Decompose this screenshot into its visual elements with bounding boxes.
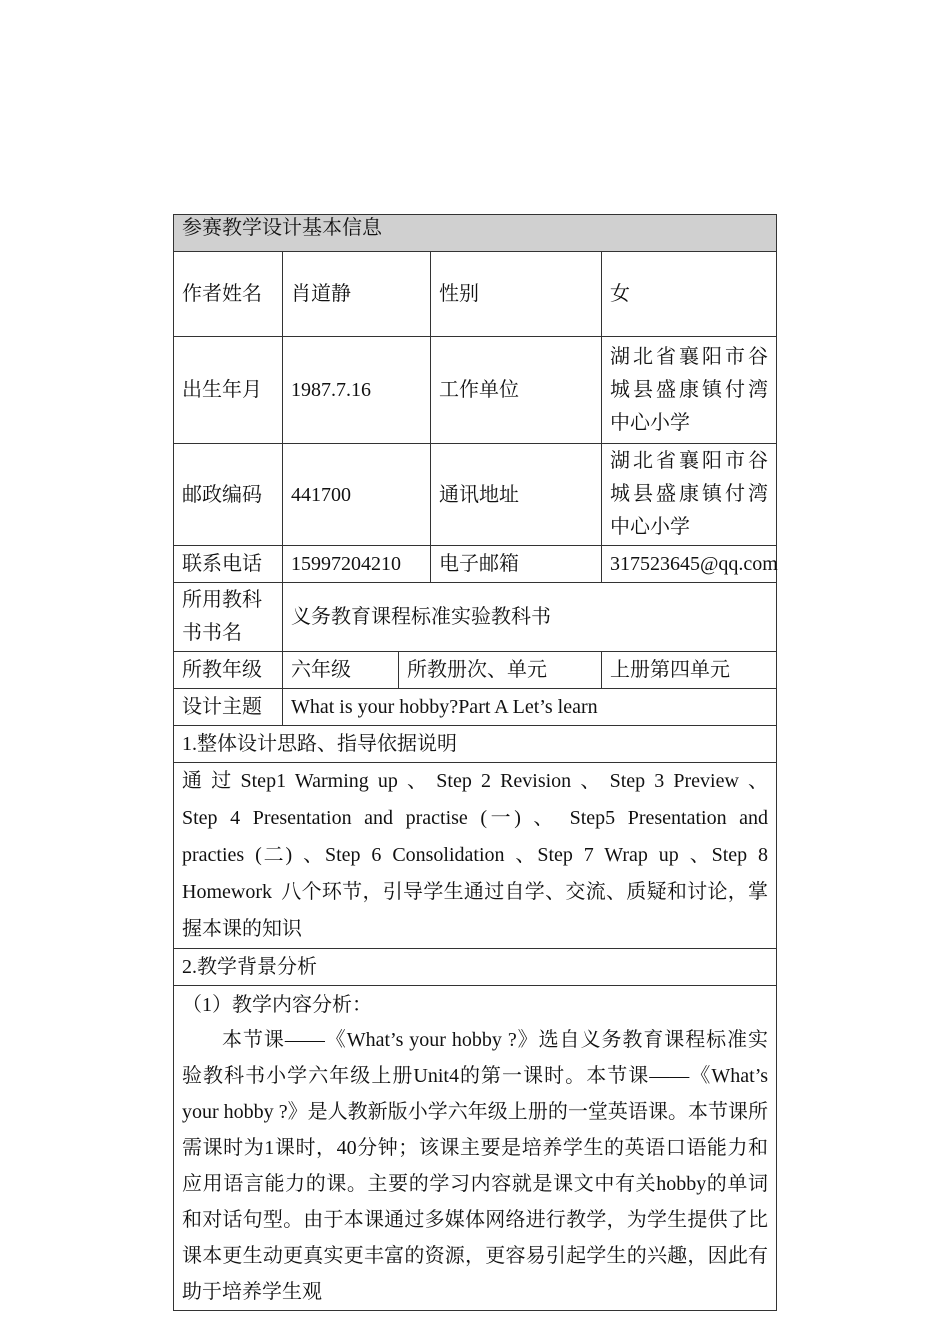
gender-label: 性别 [431,252,602,337]
birth-value: 1987.7.16 [283,337,431,444]
address-label: 通讯地址 [431,444,602,546]
zip-value: 441700 [283,444,431,546]
topic-label: 设计主题 [174,689,283,726]
birth-label: 出生年月 [174,337,283,444]
section2-title: 2.教学背景分析 [174,949,777,986]
grade-label: 所教年级 [174,652,283,689]
book-value: 义务教育课程标准实验教科书 [283,583,777,652]
phone-value: 15997204210 [283,546,431,583]
section1-title: 1.整体设计思路、指导依据说明 [174,726,777,763]
work-label: 工作单位 [431,337,602,444]
volume-label: 所教册次、单元 [399,652,602,689]
address-value: 湖北省襄阳市谷城县盛康镇付湾中心小学 [602,444,777,546]
teaching-design-form [173,214,776,1311]
author-label: 作者姓名 [174,252,283,337]
gender-value: 女 [602,252,777,337]
section2-content [174,986,777,1311]
grade-value: 六年级 [283,652,399,689]
section2-subtitle: （1）教学内容分析： [182,994,372,1016]
phone-label: 联系电话 [174,546,283,583]
section1-body: 通 过 Step1 Warming up 、 Step 2 Revision 、 Step 3 Preview 、 Step 4 Presentation and practise (一) 、 Step5 Presentation and practies (二) 、Step 6 Consolidation 、Step 7 Wrap up 、Step 8 Homework 八个环节，引导学生通过自学、交流、质疑和讨论，掌握本课的知识 [174,763,777,949]
topic-value: What is your hobby?Part A Let’s learn [283,689,777,726]
volume-value: 上册第四单元 [602,652,777,689]
email-label: 电子邮箱 [431,546,602,583]
book-label: 所用教科书书名 [174,583,283,652]
table-header: 参赛教学设计基本信息 [174,215,777,252]
info-table [173,214,777,1311]
section2-body: 本节课——《What’s your hobby ?》选自义务教育课程标准实验教科书小学六年级上册Unit4的第一课时。本节课——《What’s your hobby ?》是人教新版小学六年级上册的一堂英语课。本节课所需课时为1课时，40分钟；该课主要是培养学生的英语口语能力和应用语言能力的课。主要的学习内容就是课文中有关hobby的单词和对话句型。由于本课通过多媒体网络进行教学，为学生提供了比课本更生动更真实更丰富的资源，更容易引起学生的兴趣，因此有助于培养学生观 [182,1029,769,1303]
zip-label: 邮政编码 [174,444,283,546]
work-value: 湖北省襄阳市谷城县盛康镇付湾中心小学 [602,337,777,444]
author-value: 肖道静 [283,252,431,337]
email-value: 317523645@qq.com [602,546,777,583]
